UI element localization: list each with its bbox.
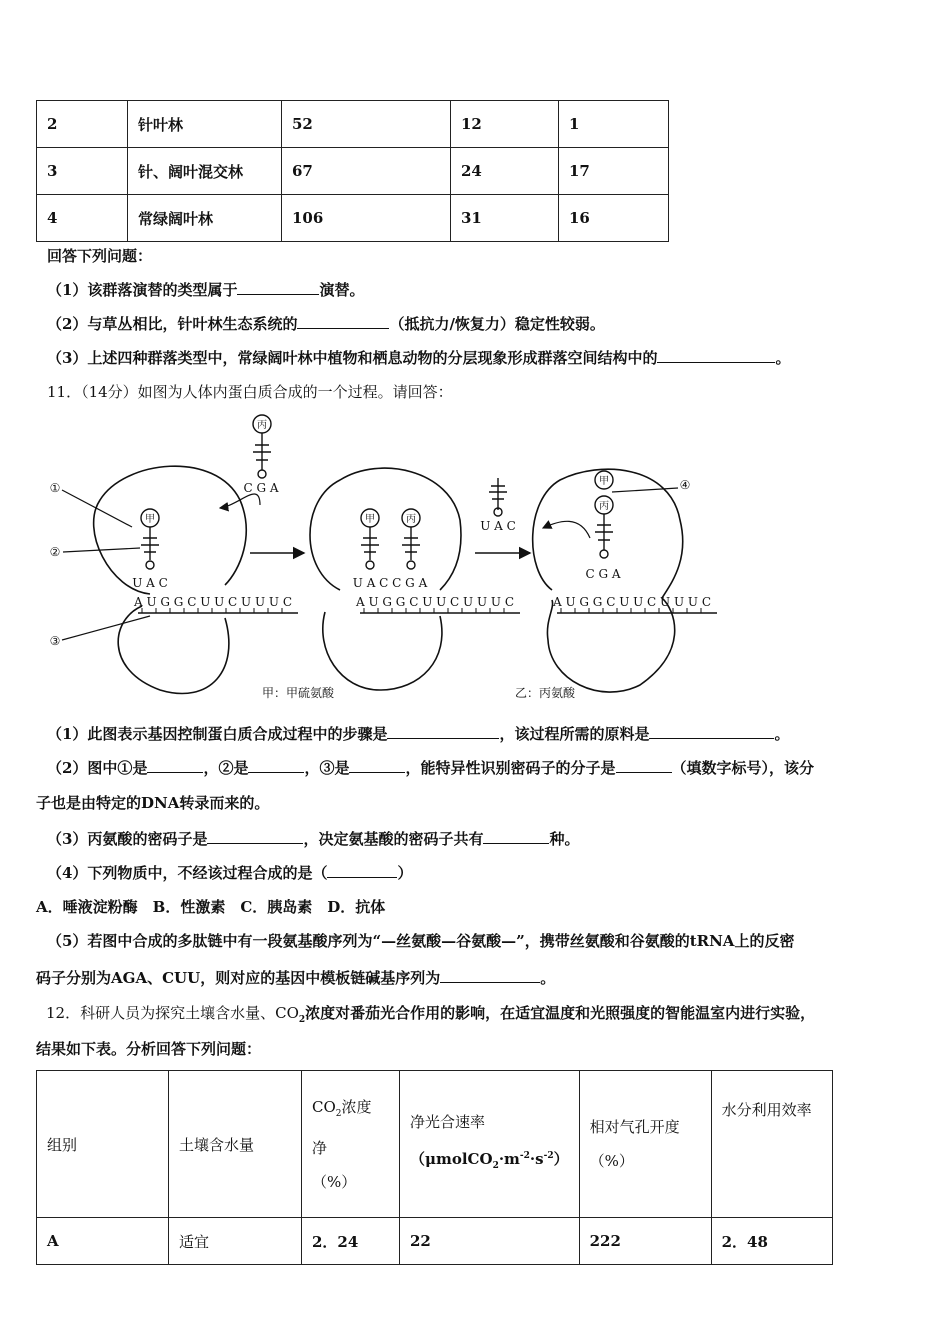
text: 2 [298,1015,306,1025]
header-cell [579,1071,711,1218]
caption: 甲：甲硫氨酸 [261,686,335,700]
cell: 4 [37,195,128,242]
blank [327,863,397,878]
blank [440,968,540,983]
q11-1 [47,724,789,743]
label-3: ③ [49,634,61,648]
text: （抵抗力/恢复力）稳定性较弱。 [389,315,605,333]
cell: 针、阔叶混交林 [128,148,282,195]
text: （2）与草丛相比，针叶林生态系统的 [47,315,298,333]
text: ，②是 [203,759,249,777]
header-cell: 土壤含水量 [169,1071,302,1218]
q10-2 [47,314,605,333]
table-row [37,148,669,195]
q11-5: （5）若图中合成的多肽链中有一段氨基酸序列为“—丝氨酸—谷氨酸—”，携带丝氨酸和谷氨酸的tRNA上的反密 [47,932,795,950]
cell: 1 [559,101,669,148]
q11-4 [47,863,412,882]
text: -2 [543,1151,554,1161]
text: 。 [540,969,556,987]
text: （2）图中①是 [47,759,148,777]
text: 演替。 [319,281,365,299]
cell: 31 [451,195,559,242]
cell: 22 [400,1218,580,1265]
mrna-sequence: A U G G C U U C U U U C [133,595,293,609]
text: ·s [529,1150,544,1168]
text: ·m [498,1150,520,1168]
text: （4）下列物质中，不经该过程合成的是（ [47,864,328,882]
trna-icons [141,415,613,569]
anticodon: C G A [585,567,621,581]
mrna-sequence: A U G G C U U C U U U C [355,595,515,609]
cell: 适宜 [169,1218,302,1265]
blank [297,314,389,329]
text: （3）上述四种群落类型中，常绿阔叶林中植物和栖息动物的分层现象形成群落空间结构中的 [47,349,658,367]
cell: 2 [37,101,128,148]
table-header-row [37,1071,833,1218]
cell: A [37,1218,169,1265]
text: ，决定氨基酸的密码子共有 [303,830,484,848]
q11-3 [47,829,579,848]
text: ，该过程所需的原料是 [499,725,650,743]
bing-label: 丙 [257,420,267,431]
blank [207,829,303,844]
q11-options: A．唾液淀粉酶 B．性激素 C．胰岛素 D．抗体 [36,898,386,916]
cell: 2．48 [711,1218,832,1265]
table-row [37,101,669,148]
blank [147,758,203,773]
q11-2-cont: 子也是由特定的DNA转录而来的。 [36,794,270,812]
blank [616,758,672,773]
bing-label: 丙 [599,501,609,512]
text: 浓度对番茄光合作用的影响，在适宜温度和光照强度的智能温室内进行实验， [305,1004,816,1022]
q10-intro: 回答下列问题： [47,247,153,265]
text: （3）丙氨酸的密码子是 [47,830,208,848]
blank [248,758,304,773]
text: 2 [335,1108,342,1119]
text: ，③是 [304,759,350,777]
forest-table [36,100,669,242]
bing-label: 丙 [406,514,416,525]
jia-label: 甲 [365,514,375,525]
blank [657,348,775,363]
text: （1）此图表示基因控制蛋白质合成过程中的步骤是 [47,725,388,743]
text: （%） [312,1172,357,1191]
anticodon: C G A [243,481,279,495]
cell: 针叶林 [128,101,282,148]
text: 净光合速率 [410,1113,486,1131]
blank [483,829,549,844]
table-row [37,195,669,242]
blank [237,280,319,295]
cell: 52 [282,101,451,148]
text: （%） [589,1152,634,1170]
label-2: ② [49,545,61,559]
cell: 2．24 [302,1218,400,1265]
cell: 106 [282,195,451,242]
cell: 24 [451,148,559,195]
q11-title: 11．（14分）如图为人体内蛋白质合成的一个过程。请回答： [47,383,453,401]
label-1: ① [49,481,61,495]
cell: 222 [579,1218,711,1265]
blank [387,724,499,739]
q11-5-cont [36,968,555,987]
translation-diagram [0,400,720,710]
text: 种。 [549,830,580,848]
label-4: ④ [679,478,691,492]
caption: 乙：丙氨酸 [514,686,576,700]
header-cell [302,1071,400,1218]
results-table [36,1070,833,1265]
text: 相对气孔开度 [589,1118,680,1136]
q10-3 [47,348,790,367]
q12-title-cont: 结果如下表。分析回答下列问题： [36,1040,262,1058]
table-row [37,1218,833,1265]
q10-1 [47,280,364,299]
q12-title [46,1004,815,1029]
anticodon: U A C [480,519,516,533]
blank [649,724,774,739]
jia-label: 甲 [599,476,609,487]
text: 。 [775,349,791,367]
text: 12．科研人员为探究土壤含水量、CO [46,1004,299,1022]
anticodon: U A C C G A [352,576,428,590]
cell: 3 [37,148,128,195]
anticodon: U A C [132,576,168,590]
header-cell [400,1071,580,1218]
blank [349,758,405,773]
mrna-sequence: A U G G C U U C U U U C [552,595,712,609]
text: （1）该群落演替的类型属于 [47,281,238,299]
cell: 常绿阔叶林 [128,195,282,242]
jia-label: 甲 [145,514,155,525]
text: 浓度 [341,1097,372,1116]
cell: 12 [451,101,559,148]
text: （μmolCO [410,1150,493,1168]
text: （填数字标号），该分 [671,759,815,777]
text: 。 [774,725,790,743]
cell: 67 [282,148,451,195]
cell: 16 [559,195,669,242]
text: ） [553,1150,569,1168]
text: 2 [492,1161,499,1171]
text: 净 [312,1138,328,1157]
text: ，能特异性识别密码子的分子是 [405,759,616,777]
header-cell: 水分利用效率 [711,1071,832,1218]
q11-2 [47,758,814,777]
cell: 17 [559,148,669,195]
text: 码子分别为AGA、CUU，则对应的基因中模板链碱基序列为 [36,969,441,987]
text: CO [312,1097,336,1116]
text: ） [397,864,413,882]
header-cell: 组别 [37,1071,169,1218]
text: -2 [519,1151,530,1161]
ribosome-1 [94,466,247,693]
